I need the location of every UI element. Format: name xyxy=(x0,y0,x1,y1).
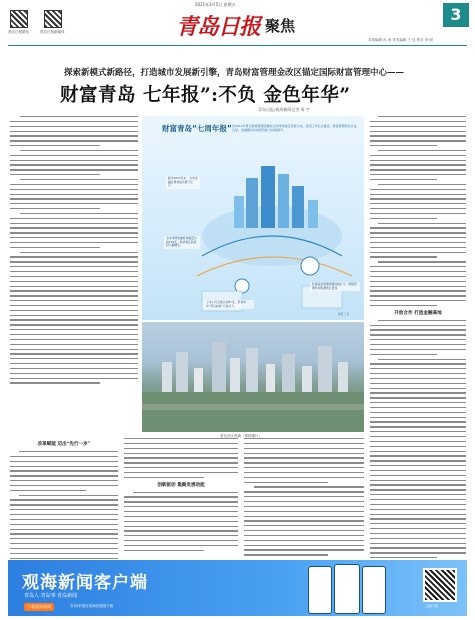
newspaper-logo: 青岛日报 xyxy=(176,15,261,40)
ad-qr-label: 扫码下载 xyxy=(426,604,439,608)
masthead xyxy=(0,0,475,46)
ad-qr-code[interactable] xyxy=(423,568,457,602)
app-ad-banner[interactable] xyxy=(8,560,467,616)
photo-caption: 青岛市区风貌（资料图片） xyxy=(220,434,262,438)
ad-title: 观海新闻客户端 xyxy=(22,573,148,593)
text-column-right xyxy=(370,116,466,562)
section-heading-3: 开放合作 打造金融高地 xyxy=(394,310,442,316)
text-column-lower-3 xyxy=(244,438,364,559)
page-number: 3 xyxy=(443,3,469,27)
section-heading-1: 改革赋能 迈出“先行一步” xyxy=(37,442,91,447)
infographic-callout-2: 全市持牌金融机构数量达到276家，较试验区获批时大幅增长。 xyxy=(164,236,200,249)
city-photo xyxy=(142,322,364,432)
article-headline: 财富青岛 七年报”:不负 金色年华” xyxy=(60,85,351,106)
article-byline: 青岛日报/观海新闻记者 周 宇 xyxy=(258,107,310,112)
article-subhead: 探索新模式新路径，打造城市发展新引擎，青岛财富管理金改区锚定国际财富管理中心—— xyxy=(64,68,405,78)
qr-right-label: 青岛日报新媒体 xyxy=(40,30,65,34)
section-heading-2: 创新驱动 集聚发展动能 xyxy=(157,482,205,488)
phone-mockup-1 xyxy=(308,566,332,614)
city-skyline-photo xyxy=(142,322,364,432)
qr-left-label: 青岛日报微信 xyxy=(8,30,29,34)
infographic-title: 财富青岛“七周年报” xyxy=(162,124,232,133)
infographic-credit: 制图 王佳 xyxy=(338,313,350,316)
infographic-callout-3: 私募基金管理规模持续扩大，财富管理机构集聚效应显现。 xyxy=(310,282,360,291)
section-name: 聚焦 xyxy=(265,17,296,35)
infographic xyxy=(142,116,364,320)
infographic-subtitle: 自2014年青岛财富管理金融综合改革试验区获批以来，各项工作扎实推进，财富管理特色日益凸显，金融服务实体经济能力持续提升。 xyxy=(232,124,357,132)
masthead-rule xyxy=(8,45,467,46)
ad-download-tag[interactable]: 下载观海新闻 xyxy=(24,603,54,611)
text-column-lower-2 xyxy=(124,438,238,555)
infographic-callout-4: 上市公司总数达到67家，资本市场“青岛板块”日益壮大。 xyxy=(204,300,254,309)
editor-info: 本版编辑 孙 涛 美术编辑 王 佳 校对 李 明 xyxy=(368,38,433,42)
ad-slogan: 青岛人 青岛事 青岛新闻 xyxy=(24,593,78,599)
text-column-left-top xyxy=(10,116,138,387)
qr-code-right xyxy=(44,10,62,28)
qr-code-left xyxy=(10,10,28,28)
ad-platform-note: 安卓/苹果应用商店搜索下载 xyxy=(70,604,114,608)
phone-mockup-2 xyxy=(334,564,360,614)
phone-mockup-3 xyxy=(362,566,386,614)
text-column-lower-1 xyxy=(10,438,118,572)
infographic-callout-1: 截至2020年末，全市金融业增加值突破千亿元。 xyxy=(166,176,200,189)
issue-date: 2021年3月5日 星期五 xyxy=(195,2,236,7)
